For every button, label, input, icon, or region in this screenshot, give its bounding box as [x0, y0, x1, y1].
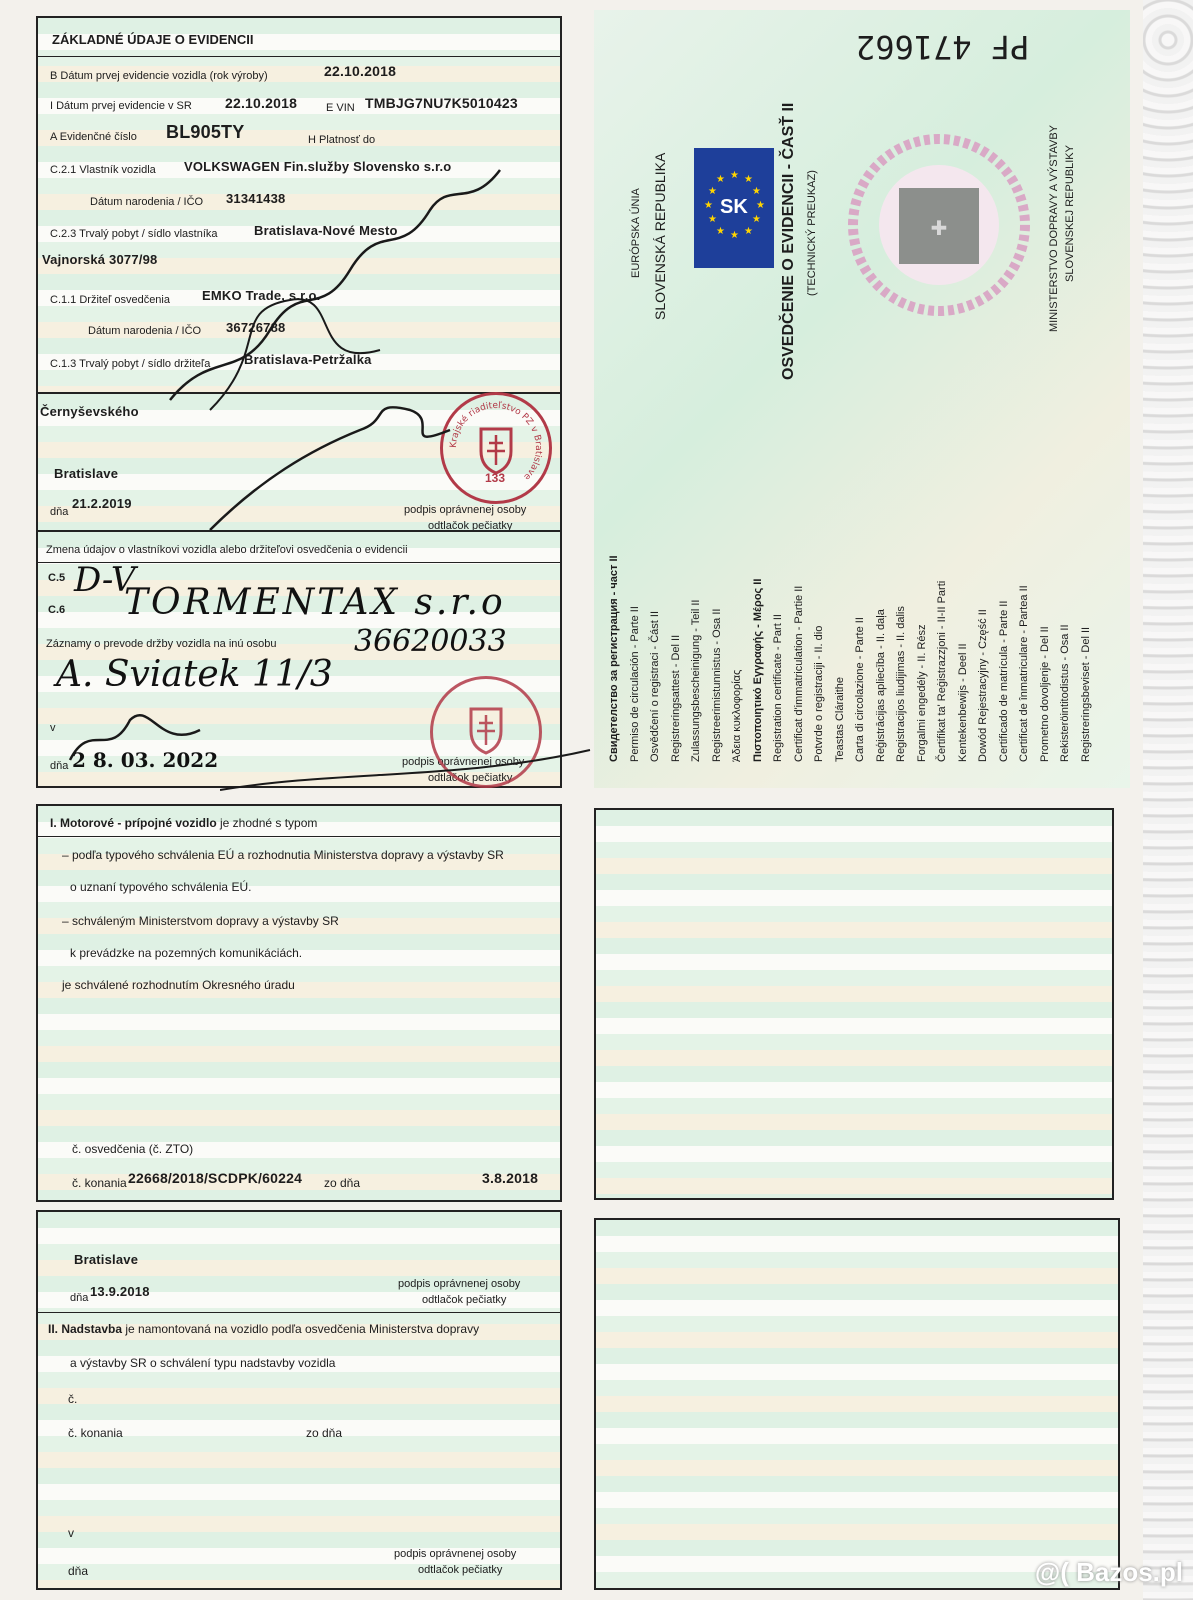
bodywork-v-label: v — [68, 1526, 74, 1540]
bodywork-konania-label: č. konania — [68, 1426, 123, 1440]
bazos-watermark: @( Bazos.pl — [1034, 1557, 1183, 1587]
transfer-label: Záznamy o prevode držby vozidla na inú osobu — [46, 638, 277, 650]
line-eu-recognition: o uznaní typového schválenia EÚ. — [70, 880, 252, 894]
bodywork-panel — [36, 1210, 562, 1590]
holder-address: Bratislava-Petržalka — [244, 352, 372, 367]
handwritten-signature-2 — [200, 390, 460, 540]
svg-text:★: ★ — [756, 200, 765, 211]
panel-title: ZÁKLADNÉ ÚDAJE O EVIDENCII — [52, 32, 254, 47]
language-item: Permiso de circulación - Parte II — [628, 606, 641, 762]
handwritten-signature-1 — [150, 150, 530, 430]
svg-text:★: ★ — [708, 214, 717, 225]
owner-address: Bratislava-Nové Mesto — [254, 223, 398, 238]
a-label: A Evidenčné číslo — [50, 131, 137, 143]
language-item: Certificado de matrícula - Parte II — [997, 600, 1010, 762]
bodywork-c-label: č. — [68, 1392, 78, 1406]
lace-background — [1143, 0, 1193, 1600]
signature-caption: podpis oprávnenej osoby — [404, 504, 527, 516]
stamp-1-number: 133 — [485, 471, 506, 485]
language-item: Forgalmi engedély - II. Rész — [915, 624, 928, 762]
language-item: Dowód Rejestracyjny - Część II — [977, 609, 989, 762]
stamp-caption-3: odtlačok pečiatky — [422, 1294, 507, 1306]
svg-text:★: ★ — [744, 226, 753, 237]
language-item: Osvědčení o registraci - Část II — [649, 611, 661, 762]
sk-label: SK — [720, 196, 748, 218]
blank-panel-bottom-right — [594, 1218, 1120, 1590]
v-label: v — [50, 722, 56, 734]
c13-label: C.1.3 Trvalý pobyt / sídlo držiteľa — [50, 358, 211, 370]
ministry-line-2: SLOVENSKEJ REPUBLIKY — [1064, 145, 1076, 282]
vehicle-approval-panel — [36, 804, 562, 1202]
svg-text:★: ★ — [716, 226, 725, 237]
h-label: H Platnosť do — [308, 134, 376, 146]
handwritten-underline — [220, 740, 600, 800]
blank-panel-right — [594, 808, 1114, 1200]
owner-ico: 31341438 — [226, 191, 286, 206]
language-item: Zulassungsbescheinigung - Teil II — [690, 599, 702, 762]
cover-subtitle: (TECHNICKÝ PREUKAZ) — [806, 170, 818, 296]
signature-caption-4: podpis oprávnenej osoby — [394, 1548, 517, 1560]
language-item: Registreringsbeviset - Del II — [1079, 626, 1092, 762]
stamp-caption: odtlačok pečiatky — [428, 520, 513, 532]
svg-text:★: ★ — [716, 174, 725, 185]
signature-caption-2: podpis oprávnenej osoby — [402, 756, 525, 768]
holder-street: Černyševského — [40, 404, 139, 419]
bodywork-dna-label: dňa — [68, 1564, 89, 1578]
dna-value-3: 13.9.2018 — [90, 1284, 150, 1299]
handwritten-address: A. Sviatek 11/3 — [56, 654, 333, 695]
change-title: Zmena údajov o vlastníkovi vozidla alebo držiteľovi osvedčenia o evidencii — [46, 544, 408, 556]
language-item: Prometno dovoljenje - Del II — [1038, 626, 1051, 762]
vehicle-approval-title — [50, 816, 317, 830]
bodywork-zo-dna-label: zo dňa — [306, 1426, 343, 1440]
konania-value: 22668/2018/SCDPK/60224 — [128, 1170, 303, 1186]
language-item: Certificat de înmatriculare - Partea II — [1018, 585, 1030, 762]
c11-label: C.1.1 Držiteľ osvedčenia — [50, 294, 170, 306]
city-value: Bratislave — [54, 466, 119, 481]
konania-label: č. konania — [72, 1176, 127, 1190]
language-item: Registration certificate - Part II — [772, 614, 784, 762]
dna-label: dňa — [50, 506, 69, 518]
e-label: E VIN — [326, 102, 355, 114]
owner-value: VOLKSWAGEN Fin.služby Slovensko s.r.o — [184, 159, 452, 174]
stamp-caption-4: odtlačok pečiatky — [418, 1564, 503, 1576]
handwritten-ico: 36620033 — [354, 624, 507, 659]
bodywork-line-2: a výstavby SR o schválení typu nadstavby vozidla — [70, 1356, 336, 1370]
language-item: Čertifikat ta' Reġistrazzjoni - II-II Parti — [936, 580, 948, 762]
dn2-label: Dátum narodenia / IČO — [88, 325, 202, 337]
cover-title: OSVEDČENIE O EVIDENCII - ČASŤ II — [780, 102, 797, 380]
handwritten-c5: D-V — [74, 560, 136, 600]
vehicle-approval-title-rest: je zhodné s typom — [216, 816, 318, 830]
c23-label: C.2.3 Trvalý pobyt / sídlo vlastníka — [50, 228, 218, 240]
zto-label: č. osvedčenia (č. ZTO) — [72, 1142, 194, 1156]
dna-value-2: 2 8. 03. 2022 — [72, 748, 219, 772]
signature-caption-3: podpis oprávnenej osoby — [398, 1278, 521, 1290]
language-item: Rekisteröintitodistus - Osa II — [1059, 624, 1071, 762]
c5-label: C.5 — [48, 572, 66, 584]
holder-ico: 36726788 — [226, 320, 286, 335]
language-item: Carta di circolazione - Parte II — [854, 617, 866, 762]
owner-street: Vajnorská 3077/98 — [42, 252, 158, 267]
svg-text:★: ★ — [752, 214, 761, 225]
i-value: 22.10.2018 — [225, 95, 298, 111]
approval-date: 3.8.2018 — [482, 1170, 539, 1186]
svg-text:✚: ✚ — [930, 216, 948, 240]
line-roads: k prevádzke na pozemných komunikáciách. — [70, 946, 303, 960]
hologram-rosette-icon — [844, 130, 1034, 320]
pf-number: PF 471662 — [856, 28, 1030, 66]
language-item: Reģistrācijas apliecība - II. daļa — [874, 609, 887, 762]
language-item: Potvrde o registraciji - II. dio — [813, 625, 825, 762]
language-item: Certificat d'immatriculation - Partie II — [792, 585, 805, 762]
stamp-caption-2: odtlačok pečiatky — [428, 772, 513, 784]
svg-text:★: ★ — [704, 200, 713, 211]
svg-text:★: ★ — [730, 170, 739, 181]
republika-label: SLOVENSKÁ REPUBLIKA — [652, 152, 668, 320]
dna-label-3: dňa — [70, 1292, 89, 1304]
language-item: Kentekenbewijs - Deel II — [956, 643, 969, 762]
bodywork-title-bold: II. Nadstavba — [48, 1322, 123, 1336]
svg-text:★: ★ — [730, 230, 739, 241]
bodywork-title-rest: je namontovaná na vozidlo podľa osvedčenia Ministerstva dopravy — [122, 1322, 480, 1336]
vin-value: TMBJG7NU7K5010423 — [365, 95, 518, 111]
line-okresny-urad: je schválené rozhodnutím Okresného úradu — [62, 978, 295, 992]
handwritten-signature-3 — [60, 700, 220, 780]
b-value: 22.10.2018 — [324, 63, 397, 79]
registration-number: BL905TY — [166, 122, 245, 142]
c6-label: C.6 — [48, 604, 66, 616]
svg-text:★: ★ — [708, 186, 717, 197]
language-item: Registreerimistunnistus - Osa II — [710, 608, 723, 762]
eu-stars-icon — [694, 148, 774, 268]
zo-dna-label: zo dňa — [324, 1176, 361, 1190]
dna-value: 21.2.2019 — [72, 496, 132, 511]
dn1-label: Dátum narodenia / IČO — [90, 196, 204, 208]
handwritten-c6: TORMENTAX s.r.o — [124, 582, 506, 623]
stamp-1-text: Krajské riaditeľstvo PZ v Bratislave — [448, 400, 544, 482]
language-item: Registreringsattest - Del II — [669, 634, 682, 762]
i-label: I Dátum prvej evidencie v SR — [50, 100, 192, 112]
vehicle-approval-title-bold: I. Motorové - prípojné vozidlo — [50, 816, 217, 830]
bodywork-title — [48, 1322, 479, 1336]
eu-label: EURÓPSKA ÚNIA — [630, 188, 642, 278]
language-item: Свидетелство за регистрация - част II — [608, 555, 620, 762]
line-ministry: – schváleným Ministerstvom dopravy a výstavby SR — [62, 914, 339, 928]
line-eu-approval: – podľa typového schválenia EÚ a rozhodnutia Ministerstva dopravy a výstavby SR — [62, 848, 504, 862]
holder-value: EMKO Trade, s.r.o. — [202, 288, 321, 303]
language-item: Άδεια κυκλοφορίας — [731, 669, 743, 762]
language-item: Teastas Cláraithe — [833, 677, 846, 762]
city-value-2: Bratislave — [74, 1252, 139, 1267]
svg-text:★: ★ — [744, 174, 753, 185]
ministry-line-1: MINISTERSTVO DOPRAVY A VÝSTAVBY — [1048, 124, 1060, 332]
cover-panel — [594, 10, 1130, 788]
language-item: Registracijos liudijimas - II. dalis — [895, 606, 907, 762]
dna-label-2: dňa — [50, 760, 69, 772]
c21-label: C.2.1 Vlastník vozidla — [50, 164, 156, 176]
language-item: Πιστοποιητικό Εγγραφής - Μέρος ΙΙ — [751, 578, 764, 762]
b-label: B Dátum prvej evidencie vozidla (rok výroby) — [50, 70, 268, 82]
svg-text:★: ★ — [752, 186, 761, 197]
